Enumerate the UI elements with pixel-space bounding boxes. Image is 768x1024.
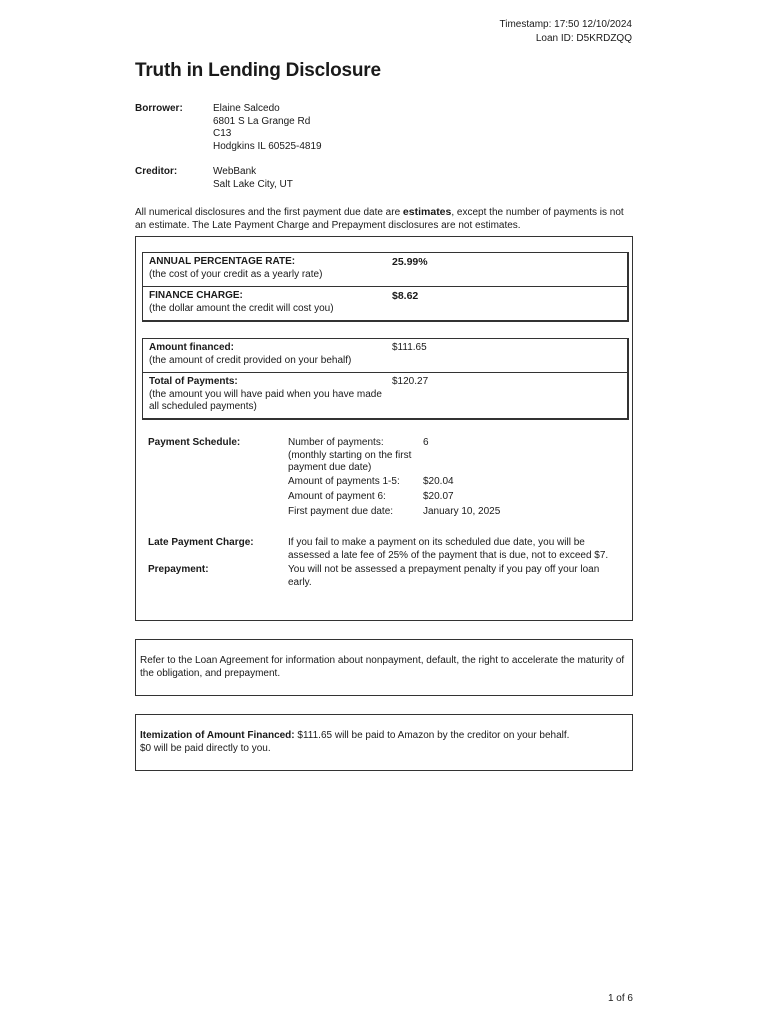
page-title: Truth in Lending Disclosure <box>135 60 381 81</box>
first-due-date-value: January 10, 2025 <box>423 506 501 517</box>
finance-charge-description: (the dollar amount the credit will cost you) <box>149 302 334 314</box>
intro-emphasis: estimates <box>402 206 452 218</box>
amount-financed-description: (the amount of credit provided on your behalf) <box>149 354 352 366</box>
number-of-payments-label: Number of payments: (monthly starting on the first payment due date) <box>288 437 412 473</box>
borrower-unit: C13 <box>213 128 232 139</box>
apr-label: ANNUAL PERCENTAGE RATE: <box>149 256 296 267</box>
creditor-address <box>213 166 513 191</box>
refer-text: Refer to the Loan Agreement for information about nonpayment, default, the right to accelerate the maturity of the obligation, and prepayment. <box>140 655 625 679</box>
borrower-label: Borrower: <box>135 103 183 114</box>
amount-payments-1-5-value: $20.04 <box>423 476 454 487</box>
itemization-box <box>135 714 633 771</box>
amount-financed-label: Amount financed: <box>149 342 234 353</box>
payment-schedule-label: Payment Schedule: <box>148 437 241 448</box>
refer-box <box>135 639 633 696</box>
borrower-city: Hodgkins IL 60525-4819 <box>213 140 322 152</box>
amount-payment-6-label: Amount of payment 6: <box>288 491 386 502</box>
finance-charge-row <box>143 287 627 320</box>
creditor-name: WebBank <box>213 166 257 177</box>
itemization-line-1 <box>140 730 628 743</box>
document-meta <box>500 18 633 46</box>
total-payments-value: $120.27 <box>392 376 429 387</box>
amount-payment-6-value: $20.07 <box>423 491 454 502</box>
finance-charge-value: $8.62 <box>392 290 419 302</box>
prepayment-label: Prepayment: <box>148 564 209 575</box>
amount-payments-1-5-label: Amount of payments 1-5: <box>288 476 400 487</box>
first-due-date-label: First payment due date: <box>288 506 394 517</box>
apr-description: (the cost of your credit as a yearly rate) <box>149 268 323 280</box>
borrower-name: Elaine Salcedo <box>213 103 280 114</box>
prepayment-text: You will not be assessed a prepayment penalty if you pay off your loan early. <box>288 564 600 588</box>
apr-value: 25.99% <box>392 256 428 268</box>
number-of-payments-value: 6 <box>423 437 429 448</box>
amount-financed-row <box>143 339 627 373</box>
loan-id: Loan ID: D5KRDZQQ <box>535 33 632 44</box>
timestamp: Timestamp: 17:50 12/10/2024 <box>499 19 632 30</box>
total-payments-label: Total of Payments: <box>149 376 238 387</box>
borrower-address <box>213 103 513 153</box>
disclosure-box <box>135 236 633 621</box>
borrower-street: 6801 S La Grange Rd <box>213 115 311 127</box>
intro-text-after: , except the number of payments is not an estimate. The Late Payment Charge and Prepayment disclosures are not estimates. <box>135 207 624 231</box>
finance-charge-label: FINANCE CHARGE: <box>149 290 243 301</box>
cost-table <box>142 252 629 322</box>
apr-row <box>143 253 627 287</box>
amount-financed-value: $111.65 <box>392 342 427 353</box>
intro-text-before: All numerical disclosures and the first payment due date are <box>135 207 403 218</box>
total-payments-description: (the amount you will have paid when you have made all scheduled payments) <box>149 388 382 412</box>
intro-paragraph <box>135 206 635 232</box>
itemization-text: $111.65 will be paid to Amazon by the creditor on your behalf. <box>294 730 570 741</box>
creditor-label: Creditor: <box>135 166 178 177</box>
itemization-line-2: $0 will be paid directly to you. <box>140 742 271 754</box>
amount-table <box>142 338 629 420</box>
itemization-label: Itemization of Amount Financed: <box>140 730 295 741</box>
late-payment-text: If you fail to make a payment on its scheduled due date, you will be assessed a late fee of 25% of the payment that is due, not to exceed $7. <box>288 537 609 561</box>
late-payment-label: Late Payment Charge: <box>148 537 254 548</box>
page-number: 1 of 6 <box>607 993 633 1004</box>
total-payments-row <box>143 373 627 418</box>
creditor-location: Salt Lake City, UT <box>213 178 293 190</box>
